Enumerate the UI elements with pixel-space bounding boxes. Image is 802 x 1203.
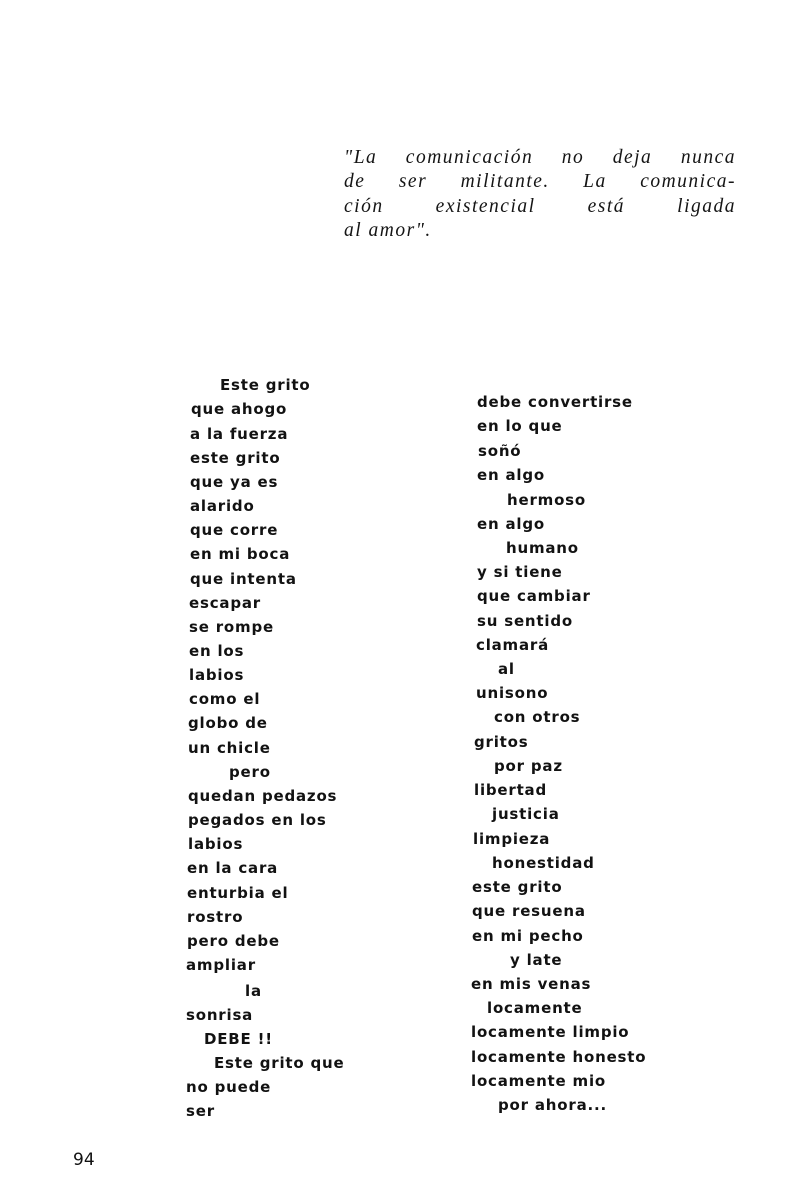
poem-left-line: pegados en los — [188, 811, 327, 829]
epigraph-line: de ser militante. La comunica- — [344, 171, 736, 193]
poem-right-line: por paz — [494, 757, 563, 775]
poem-right-line: en algo — [477, 466, 545, 484]
poem-right-line: que resuena — [472, 902, 586, 920]
poem-right-line: en algo — [477, 515, 545, 533]
poem-left-line: DEBE !! — [204, 1030, 273, 1048]
poem-left-line: a la fuerza — [190, 425, 289, 443]
poem-left-line: en los — [189, 642, 245, 660]
poem-left-line: que ahogo — [191, 400, 288, 418]
epigraph-line: al amor". — [344, 219, 432, 241]
poem-right-line: humano — [506, 539, 579, 557]
poem-right-line: locamente mio — [471, 1072, 606, 1090]
poem-left-line: sonrisa — [186, 1006, 254, 1024]
poem-left-line: quedan pedazos — [188, 787, 338, 805]
poem-left-line: no puede — [186, 1078, 272, 1096]
poem-right-line: con otros — [494, 708, 581, 726]
poem-right-line: al — [498, 660, 515, 678]
poem-right-line: honestidad — [492, 854, 595, 872]
poem-left-line: que corre — [190, 521, 279, 539]
poem-left-line: un chicle — [188, 739, 271, 757]
poem-left-line: Este grito que — [214, 1054, 345, 1072]
poem-right-line: hermoso — [507, 491, 587, 509]
poem-left-line: pero — [229, 763, 271, 781]
poem-right-line: locamente — [487, 999, 583, 1017]
poem-right-line: justicia — [492, 805, 560, 823]
poem-right-line: en mis venas — [471, 975, 592, 993]
poem-left-line: como el — [189, 690, 261, 708]
epigraph-quote — [344, 146, 736, 243]
poem-left-line: se rompe — [189, 618, 274, 636]
poem-left-line: Este grito — [220, 376, 311, 394]
poem-right-line: libertad — [474, 781, 548, 799]
poem-right-line: y late — [510, 951, 563, 969]
poem-left-line: pero debe — [187, 932, 280, 950]
poem-left-line: enturbia el — [187, 884, 289, 902]
poem-right-line: locamente limpio — [471, 1023, 630, 1041]
poem-right-line: unisono — [476, 684, 549, 702]
poem-right-line: debe convertirse — [477, 393, 633, 411]
poem-left-line: que intenta — [190, 570, 297, 588]
poem-right-line: y si tiene — [477, 563, 563, 581]
poem-left-line: ser — [186, 1102, 215, 1120]
poem-left-line: que ya es — [190, 473, 279, 491]
poem-right-line: su sentido — [477, 612, 573, 630]
poem-right-line: en mi pecho — [472, 927, 584, 945]
poem-right-line: por ahora... — [498, 1096, 607, 1114]
poem-left-line: alarido — [190, 497, 255, 515]
epigraph-line: "La comunicación no deja nunca — [344, 147, 736, 168]
poem-right-line: en lo que — [477, 417, 563, 435]
poem-right-line: gritos — [474, 733, 529, 751]
poem-left-line: labios — [188, 835, 244, 853]
epigraph-line: ción existencial está ligada — [344, 195, 736, 217]
poem-left-line: ampliar — [186, 956, 256, 974]
poem-right-line: soñó — [478, 442, 522, 460]
poem-right-line: que cambiar — [477, 587, 591, 605]
page-number: 94 — [73, 1150, 95, 1170]
poem-right-line: limpieza — [473, 830, 551, 848]
poem-left-line: este grito — [190, 449, 281, 467]
poem-right-line: este grito — [472, 878, 563, 896]
poem-left-line: globo de — [188, 714, 268, 732]
poem-left-line: en la cara — [187, 859, 279, 877]
poem-right-line: clamará — [476, 636, 550, 654]
poem-left-line: la — [245, 982, 262, 1000]
poem-right-line: locamente honesto — [471, 1048, 647, 1066]
poem-left-line: escapar — [189, 594, 261, 612]
poem-left-line: rostro — [187, 908, 244, 926]
poem-left-line: en mi boca — [190, 545, 291, 563]
poem-left-line: labios — [189, 666, 245, 684]
